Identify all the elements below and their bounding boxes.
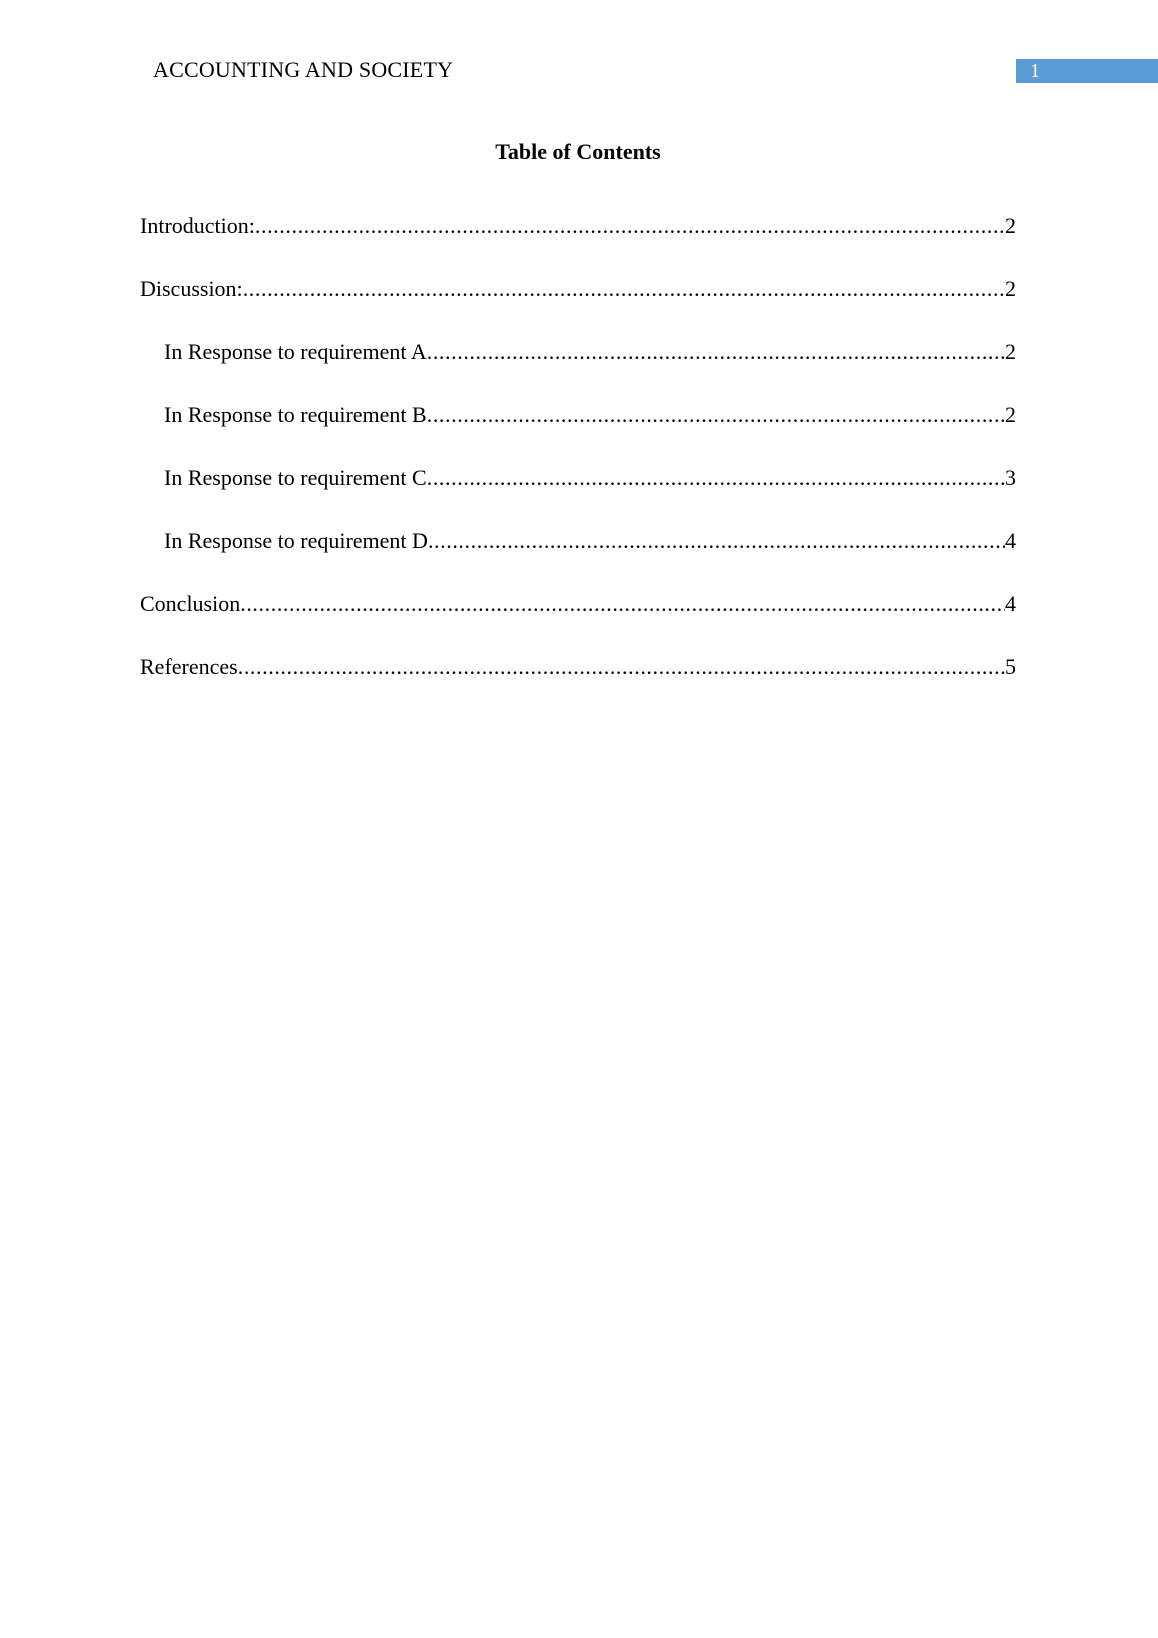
toc-entry-page: 4 bbox=[1005, 591, 1016, 616]
toc-entry-label: In Response to requirement A bbox=[164, 339, 427, 364]
dot-leader bbox=[427, 464, 1005, 492]
toc-entry-introduction[interactable] bbox=[140, 212, 1016, 240]
page-number: 1 bbox=[1030, 60, 1040, 82]
toc-entry-label: In Response to requirement D bbox=[164, 528, 428, 553]
dot-leader bbox=[255, 212, 1005, 240]
toc-entry-page: 5 bbox=[1005, 654, 1016, 679]
dot-leader bbox=[238, 653, 1005, 681]
toc-entry-conclusion[interactable] bbox=[140, 590, 1016, 618]
toc-entry-page: 2 bbox=[1005, 339, 1016, 364]
dot-leader bbox=[243, 275, 1005, 303]
page-number-badge bbox=[1016, 59, 1158, 83]
toc-entry-label: In Response to requirement C bbox=[164, 465, 427, 490]
dot-leader bbox=[427, 401, 1005, 429]
toc-entry-requirement-c[interactable] bbox=[164, 464, 1016, 492]
toc-entry-label: In Response to requirement B bbox=[164, 402, 427, 427]
toc-entry-requirement-d[interactable] bbox=[164, 527, 1016, 555]
toc-entry-label: Introduction: bbox=[140, 213, 255, 238]
toc-entry-label: Discussion: bbox=[140, 276, 243, 301]
dot-leader bbox=[240, 590, 1005, 618]
toc-entry-page: 2 bbox=[1005, 402, 1016, 427]
toc-entry-references[interactable] bbox=[140, 653, 1016, 681]
toc-entry-page: 4 bbox=[1005, 528, 1016, 553]
dot-leader bbox=[428, 527, 1005, 555]
toc-entry-page: 2 bbox=[1005, 276, 1016, 301]
toc-entry-discussion[interactable] bbox=[140, 275, 1016, 303]
running-header-title: ACCOUNTING AND SOCIETY bbox=[153, 57, 454, 82]
toc-entry-requirement-b[interactable] bbox=[164, 401, 1016, 429]
toc-entry-page: 2 bbox=[1005, 213, 1016, 238]
page-header bbox=[0, 0, 1158, 100]
toc-heading: Table of Contents bbox=[495, 139, 661, 164]
dot-leader bbox=[427, 338, 1005, 366]
toc-entry-page: 3 bbox=[1005, 465, 1016, 490]
toc-entry-requirement-a[interactable] bbox=[164, 338, 1016, 366]
toc-entry-label: References bbox=[140, 654, 238, 679]
toc-entry-label: Conclusion bbox=[140, 591, 241, 616]
